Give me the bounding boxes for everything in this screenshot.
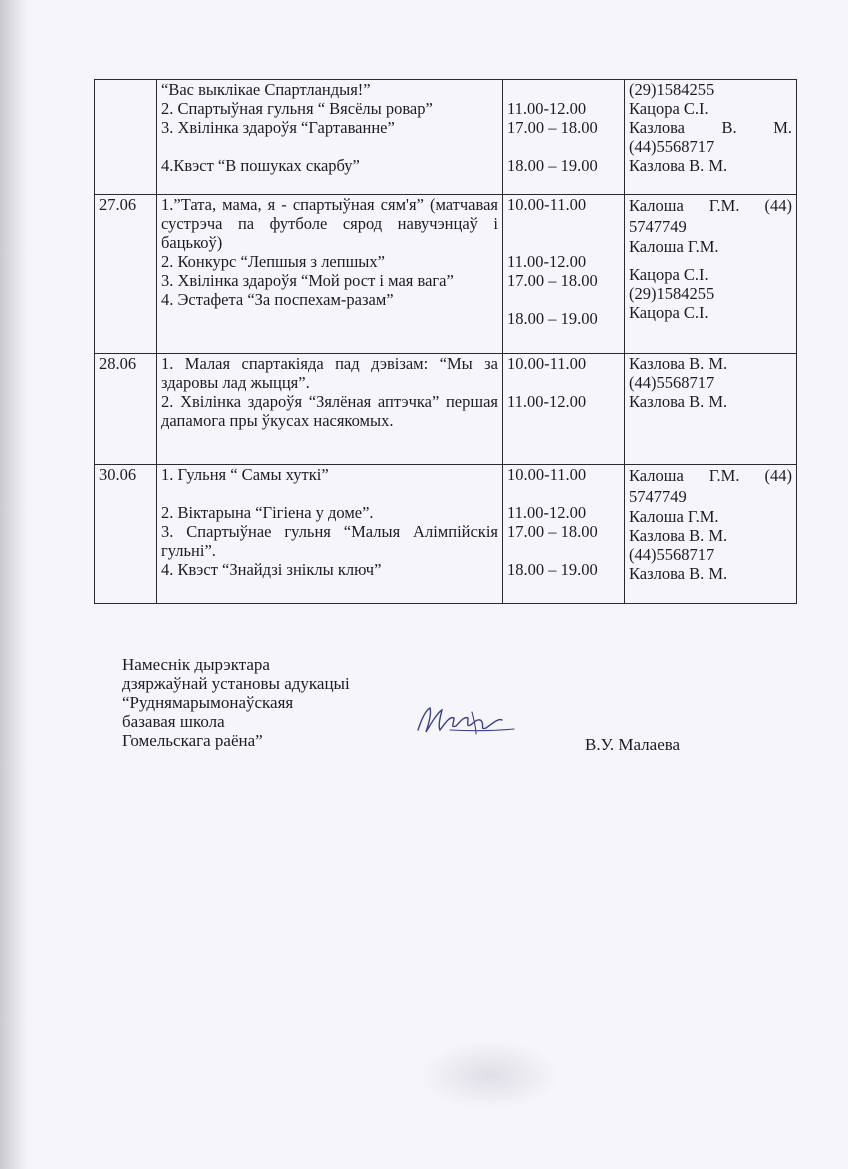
position-line: Гомельскага раёна” [122, 731, 263, 750]
table-row [95, 465, 797, 604]
event-item: 4. Эстафета “За поспехам-разам” [161, 290, 394, 309]
responsible-cell [625, 80, 797, 195]
events-cell [157, 354, 503, 465]
event-item: 1. Гульня “ Самы хуткі” [161, 465, 329, 484]
events-cell [157, 195, 503, 354]
time-cell [503, 80, 625, 195]
responsible-item: (29)1584255 [629, 284, 715, 303]
responsible-cell [625, 354, 797, 465]
event-item: 4.Квэст “В пошуках скарбу” [161, 156, 360, 175]
position-line: дзяржаўнай установы адукацыі [122, 674, 350, 693]
event-item: 2. Конкурс “Лепшыя з лепшых” [161, 252, 385, 271]
responsible-item: (44)5568717 [629, 137, 715, 156]
time-item: 10.00-11.00 [507, 465, 587, 484]
time-item: 18.00 – 19.00 [507, 309, 598, 328]
responsible-item: Кацора С.І. [629, 303, 709, 322]
responsible-item: (44)5568717 [629, 545, 715, 564]
time-item: 11.00-12.00 [507, 392, 587, 411]
event-item: “Вас выклікае Спартландыя!” [161, 80, 371, 99]
scan-edge-shadow [0, 0, 28, 1169]
table-row [95, 195, 797, 354]
event-item: 2. Спартыўная гульня “ Вясёлы ровар” [161, 99, 433, 118]
responsible-item: Казлова В. М. [629, 118, 792, 137]
date-cell: 28.06 [95, 354, 157, 465]
responsible-item: Калоша Г.М. (44) 5747749 [629, 196, 792, 236]
event-item: 1.”Тата, мама, я - спартыўная сям'я” (матчавая сустрэча па футболе сярод навучэнцаў і бацькоў) [161, 195, 498, 252]
position-line: “Руднямарымонаўскаяя [122, 693, 294, 712]
event-item: 2. Віктарына “Гігіена у доме”. [161, 503, 374, 522]
date-cell [95, 80, 157, 195]
date-cell: 27.06 [95, 195, 157, 354]
events-cell [157, 80, 503, 195]
responsible-item: Калоша Г.М. (44) 5747749 [629, 466, 792, 506]
schedule-table [94, 79, 797, 604]
responsible-item: Калоша Г.М. [629, 237, 719, 256]
responsible-item: Кацора С.І. [629, 99, 709, 118]
time-item: 11.00-12.00 [507, 99, 587, 118]
time-item: 10.00-11.00 [507, 354, 587, 373]
position-line: базавая школа [122, 712, 225, 731]
table-row [95, 354, 797, 465]
time-item: 18.00 – 19.00 [507, 156, 598, 175]
event-item: 3. Спартыўнае гульня “Малыя Алімпійскія гульні”. [161, 522, 498, 560]
responsible-item: Кацора С.І. [629, 265, 709, 284]
time-item: 11.00-12.00 [507, 252, 587, 271]
event-item: 3. Хвілінка здароўя “Гартаванне” [161, 118, 395, 137]
event-item: 3. Хвілінка здароўя “Мой рост і мая вага” [161, 271, 454, 290]
event-item: 1. Малая спартакіяда пад дэвізам: “Мы за здаровы лад жыцця”. [161, 354, 498, 392]
responsible-cell [625, 465, 797, 604]
event-item: 2. Хвілінка здароўя “Зялёная аптэчка” першая дапамога пры ўкусах насякомых. [161, 392, 498, 430]
responsible-item: Казлова В. М. [629, 526, 728, 545]
signatory-position [122, 655, 350, 750]
events-cell [157, 465, 503, 604]
time-cell [503, 195, 625, 354]
time-item: 17.00 – 18.00 [507, 118, 598, 137]
signer-name: В.У. Малаева [585, 735, 681, 754]
time-cell [503, 354, 625, 465]
time-item: 18.00 – 19.00 [507, 560, 598, 579]
responsible-item: Казлова В. М. [629, 392, 728, 411]
date-cell: 30.06 [95, 465, 157, 604]
scan-smudge [420, 1040, 560, 1110]
responsible-item: Казлова В. М. [629, 564, 728, 583]
handwritten-signature [410, 700, 520, 744]
time-item: 10.00-11.00 [507, 195, 587, 214]
responsible-cell [625, 195, 797, 354]
time-item: 17.00 – 18.00 [507, 522, 598, 541]
responsible-item: (29)1584255 [629, 80, 715, 99]
responsible-item: (44)5568717 [629, 373, 715, 392]
time-item: 11.00-12.00 [507, 503, 587, 522]
table-row [95, 80, 797, 195]
event-item: 4. Квэст “Знайдзі зніклы ключ” [161, 560, 382, 579]
responsible-item: Казлова В. М. [629, 156, 728, 175]
position-line: Намеснік дырэктара [122, 655, 270, 674]
time-cell [503, 465, 625, 604]
time-item: 17.00 – 18.00 [507, 271, 598, 290]
responsible-item: Казлова В. М. [629, 354, 728, 373]
responsible-item: Калоша Г.М. [629, 507, 719, 526]
